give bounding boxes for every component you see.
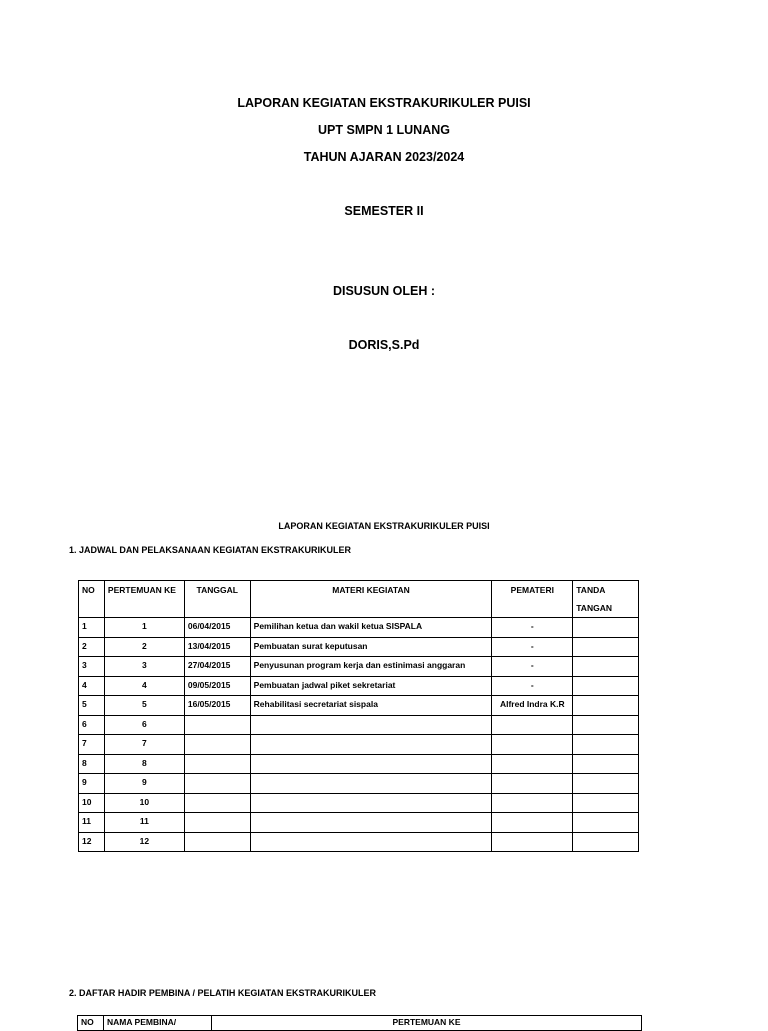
cell-presenter [492,735,573,755]
cell-material [250,715,492,735]
header-no: NO [79,581,105,618]
table-row [79,696,639,716]
cell-material: Rehabilitasi secretariat sispala [250,696,492,716]
table-row [79,774,639,794]
header-presenter: PEMATERI [492,581,573,618]
table-row [79,618,639,638]
report-title: LAPORAN KEGIATAN EKSTRAKURIKULER PUISI [278,521,490,531]
cell-date: 06/04/2015 [184,618,250,638]
cell-meeting: 2 [104,637,184,657]
cell-presenter: - [492,676,573,696]
table-row [79,793,639,813]
cell-signature [573,735,639,755]
cell-no: 6 [79,715,105,735]
cell-meeting: 10 [104,793,184,813]
header-signature-line-1: TANDA [576,585,606,595]
cell-date: 16/05/2015 [184,696,250,716]
attendance-header-row [78,1016,642,1031]
cell-material [250,813,492,833]
attendance-header-meeting: PERTEMUAN KE [212,1016,642,1031]
attendance-header-name: NAMA PEMBINA/ [104,1016,212,1031]
header-signature [573,581,639,618]
cell-meeting: 1 [104,618,184,638]
cell-meeting: 8 [104,754,184,774]
cell-signature [573,832,639,852]
cell-no: 1 [79,618,105,638]
cell-presenter: - [492,618,573,638]
cell-signature [573,715,639,735]
cell-presenter: - [492,637,573,657]
cell-meeting: 4 [104,676,184,696]
cell-date [184,774,250,794]
table-row [79,735,639,755]
cell-no: 12 [79,832,105,852]
cell-presenter [492,715,573,735]
schedule-header-row [79,581,639,618]
cell-material [250,754,492,774]
cell-date: 27/04/2015 [184,657,250,677]
cell-signature [573,657,639,677]
header-date: TANGGAL [184,581,250,618]
table-row [79,715,639,735]
cover-author: DORIS,S.Pd [348,338,420,352]
cell-signature [573,793,639,813]
cell-date [184,754,250,774]
cell-meeting: 3 [104,657,184,677]
cell-material [250,832,492,852]
cell-no: 7 [79,735,105,755]
cell-no: 4 [79,676,105,696]
cell-presenter: Alfred Indra K.R [492,696,573,716]
cell-meeting: 11 [104,813,184,833]
cell-signature [573,618,639,638]
cell-signature [573,813,639,833]
cover-title: LAPORAN KEGIATAN EKSTRAKURIKULER PUISI [237,96,531,110]
cell-date [184,735,250,755]
header-meeting: PERTEMUAN KE [104,581,184,618]
cell-signature [573,774,639,794]
cell-presenter [492,754,573,774]
cell-presenter [492,774,573,794]
cell-meeting: 9 [104,774,184,794]
cover-semester: SEMESTER II [344,204,424,218]
table-row [79,657,639,677]
cell-no: 2 [79,637,105,657]
cell-meeting: 5 [104,696,184,716]
attendance-table [77,1015,642,1031]
cell-presenter [492,813,573,833]
section-1-heading: 1. JADWAL DAN PELAKSANAAN KEGIATAN EKSTRAKURIKULER [69,545,352,555]
cell-date: 13/04/2015 [184,637,250,657]
cell-material [250,774,492,794]
cell-signature [573,637,639,657]
cell-no: 5 [79,696,105,716]
cell-no: 3 [79,657,105,677]
section-2-heading: 2. DAFTAR HADIR PEMBINA / PELATIH KEGIATAN EKSTRAKURIKULER [69,988,376,998]
cell-no: 11 [79,813,105,833]
table-row [79,754,639,774]
table-row [79,637,639,657]
cell-material: Pemilihan ketua dan wakil ketua SISPALA [250,618,492,638]
cell-material: Pembuatan surat keputusan [250,637,492,657]
cell-date [184,793,250,813]
cell-signature [573,676,639,696]
cell-signature [573,696,639,716]
cell-no: 8 [79,754,105,774]
cell-meeting: 12 [104,832,184,852]
cover-compiled-by-label: DISUSUN OLEH : [332,284,436,298]
cell-presenter [492,793,573,813]
cell-date [184,832,250,852]
cell-no: 9 [79,774,105,794]
header-signature-line-2: TANGAN [576,603,612,613]
cell-date: 09/05/2015 [184,676,250,696]
cell-material [250,793,492,813]
attendance-header-no: NO [78,1016,104,1031]
cell-material: Pembuatan jadwal piket sekretariat [250,676,492,696]
cell-date [184,715,250,735]
table-row [79,676,639,696]
cell-presenter: - [492,657,573,677]
schedule-table [78,580,639,852]
cell-no: 10 [79,793,105,813]
table-row [79,813,639,833]
header-material: MATERI KEGIATAN [250,581,492,618]
cell-meeting: 6 [104,715,184,735]
cover-school: UPT SMPN 1 LUNANG [318,123,450,137]
cell-presenter [492,832,573,852]
cell-material: Penyusunan program kerja dan estinimasi anggaran [250,657,492,677]
cell-material [250,735,492,755]
cover-year: TAHUN AJARAN 2023/2024 [303,150,465,164]
table-row [79,832,639,852]
cell-signature [573,754,639,774]
cell-date [184,813,250,833]
cell-meeting: 7 [104,735,184,755]
